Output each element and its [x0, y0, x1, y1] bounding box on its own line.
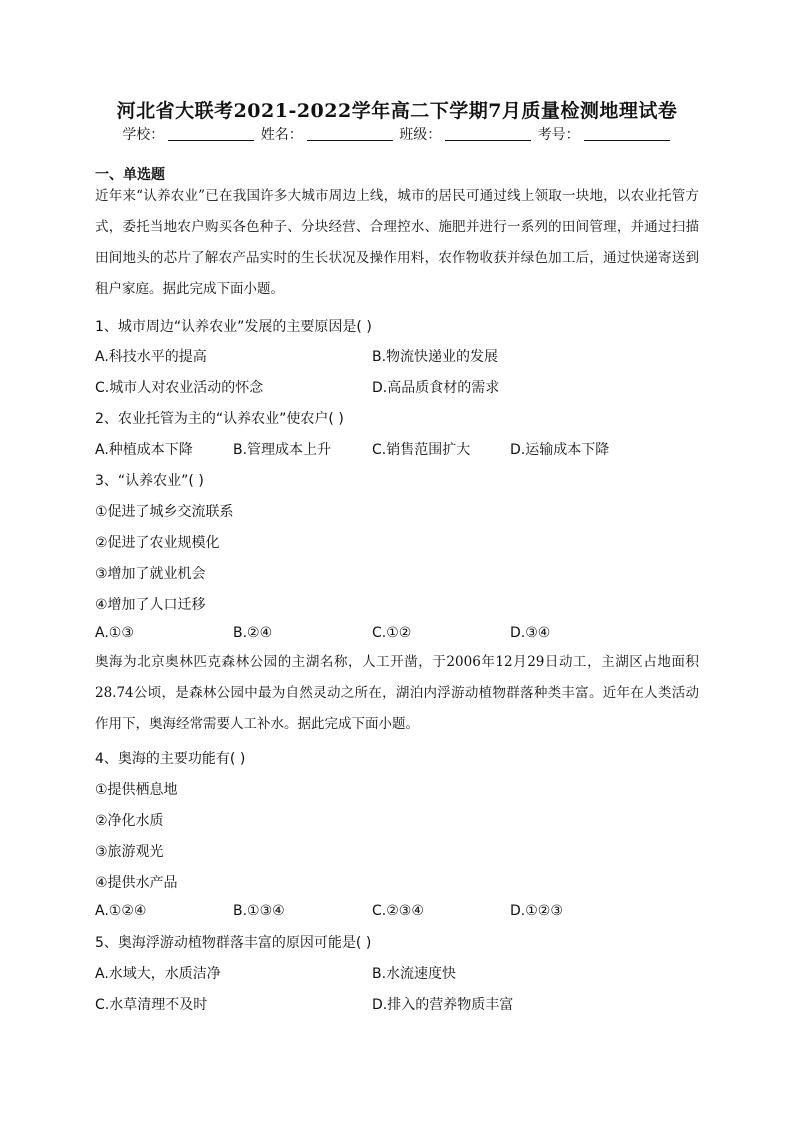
question-5-stem: 5、奥海浮游动植物群落丰富的原因可能是( ) — [95, 935, 372, 951]
class-label: 班级： — [399, 127, 442, 143]
school-blank — [168, 126, 254, 141]
question-1-option-d: D.高品质食材的需求 — [372, 380, 500, 396]
passage-2: 奥海为北京奥林匹克森林公园的主湖名称，人工开凿，于2006年12月29日动工，主湖区占地面积28.74公顷，是森林公园中最为自然灵动之所在，湖泊内浮游动植物群落种类丰富。近年在人类活动作用下，奥海经常需要人工补水。据此完成下面小题。 — [95, 654, 699, 732]
question-2-option-a: A.种植成本下降 — [95, 442, 193, 458]
question-5-option-b: B.水流速度快 — [372, 966, 457, 982]
number-blank — [584, 126, 670, 141]
name-blank — [307, 126, 393, 141]
passage-1: 近年来“认养农业”已在我国许多大城市周边上线，城市的居民可通过线上领取一块地，以农业托管方式，委托当地农户购买各色种子、分块经营、合理控水、施肥并进行一系列的田间管理，并通过扫描田间地头的芯片了解农产品实时的生长状况及操作用料，农作物收获并绿色加工后，通过快递寄送到租户家庭。据此完成下面小题。 — [95, 188, 699, 297]
question-5-option-d: D.排入的营养物质丰富 — [372, 997, 514, 1013]
question-3-statement-3: ③增加了就业机会 — [95, 566, 206, 582]
question-1-option-b: B.物流快递业的发展 — [372, 349, 499, 365]
question-2-option-b: B.管理成本上升 — [233, 442, 332, 458]
question-4-option-d: D.①②③ — [510, 903, 563, 919]
school-label: 学校： — [122, 127, 165, 143]
question-4-option-c: C.②③④ — [372, 903, 424, 919]
question-3-option-b: B.②④ — [233, 625, 273, 641]
question-4-option-a: A.①②④ — [95, 903, 147, 919]
question-4-statement-1: ①提供栖息地 — [95, 782, 178, 798]
question-1-stem: 1、城市周边“认养农业”发展的主要原因是( ) — [95, 319, 372, 335]
question-4-statement-2: ②净化水质 — [95, 813, 164, 829]
question-3-stem: 3、“认养农业”( ) — [95, 473, 204, 489]
number-label: 考号： — [537, 127, 580, 143]
question-1-option-c: C.城市人对农业活动的怀念 — [95, 380, 264, 396]
student-info-line — [0, 124, 794, 144]
question-3-option-d: D.③④ — [510, 625, 551, 641]
name-label: 姓名： — [260, 127, 303, 143]
question-4-stem: 4、奥海的主要功能有( ) — [95, 751, 246, 767]
question-2-option-c: C.销售范围扩大 — [372, 442, 471, 458]
question-2-option-d: D.运输成本下降 — [510, 442, 610, 458]
question-3-option-a: A.①③ — [95, 625, 134, 641]
question-4-statement-4: ④提供水产品 — [95, 875, 178, 891]
question-4-option-b: B.①③④ — [233, 903, 285, 919]
question-3-statement-4: ④增加了人口迁移 — [95, 597, 206, 613]
question-4-statement-3: ③旅游观光 — [95, 844, 164, 860]
question-3-statement-2: ②促进了农业规模化 — [95, 535, 220, 551]
question-5-option-a: A.水域大，水质洁净 — [95, 966, 221, 982]
question-3-statement-1: ①促进了城乡交流联系 — [95, 504, 234, 520]
page-title: 河北省大联考2021-2022学年高二下学期7月质量检测地理试卷 — [116, 100, 678, 122]
question-2-stem: 2、农业托管为主的“认养农业”使农户( ) — [95, 411, 344, 427]
class-blank — [445, 126, 531, 141]
question-1-option-a: A.科技水平的提高 — [95, 349, 207, 365]
question-3-option-c: C.①② — [372, 625, 412, 641]
section-heading: 一、单选题 — [95, 167, 165, 183]
question-5-option-c: C.水草清理不及时 — [95, 997, 208, 1013]
